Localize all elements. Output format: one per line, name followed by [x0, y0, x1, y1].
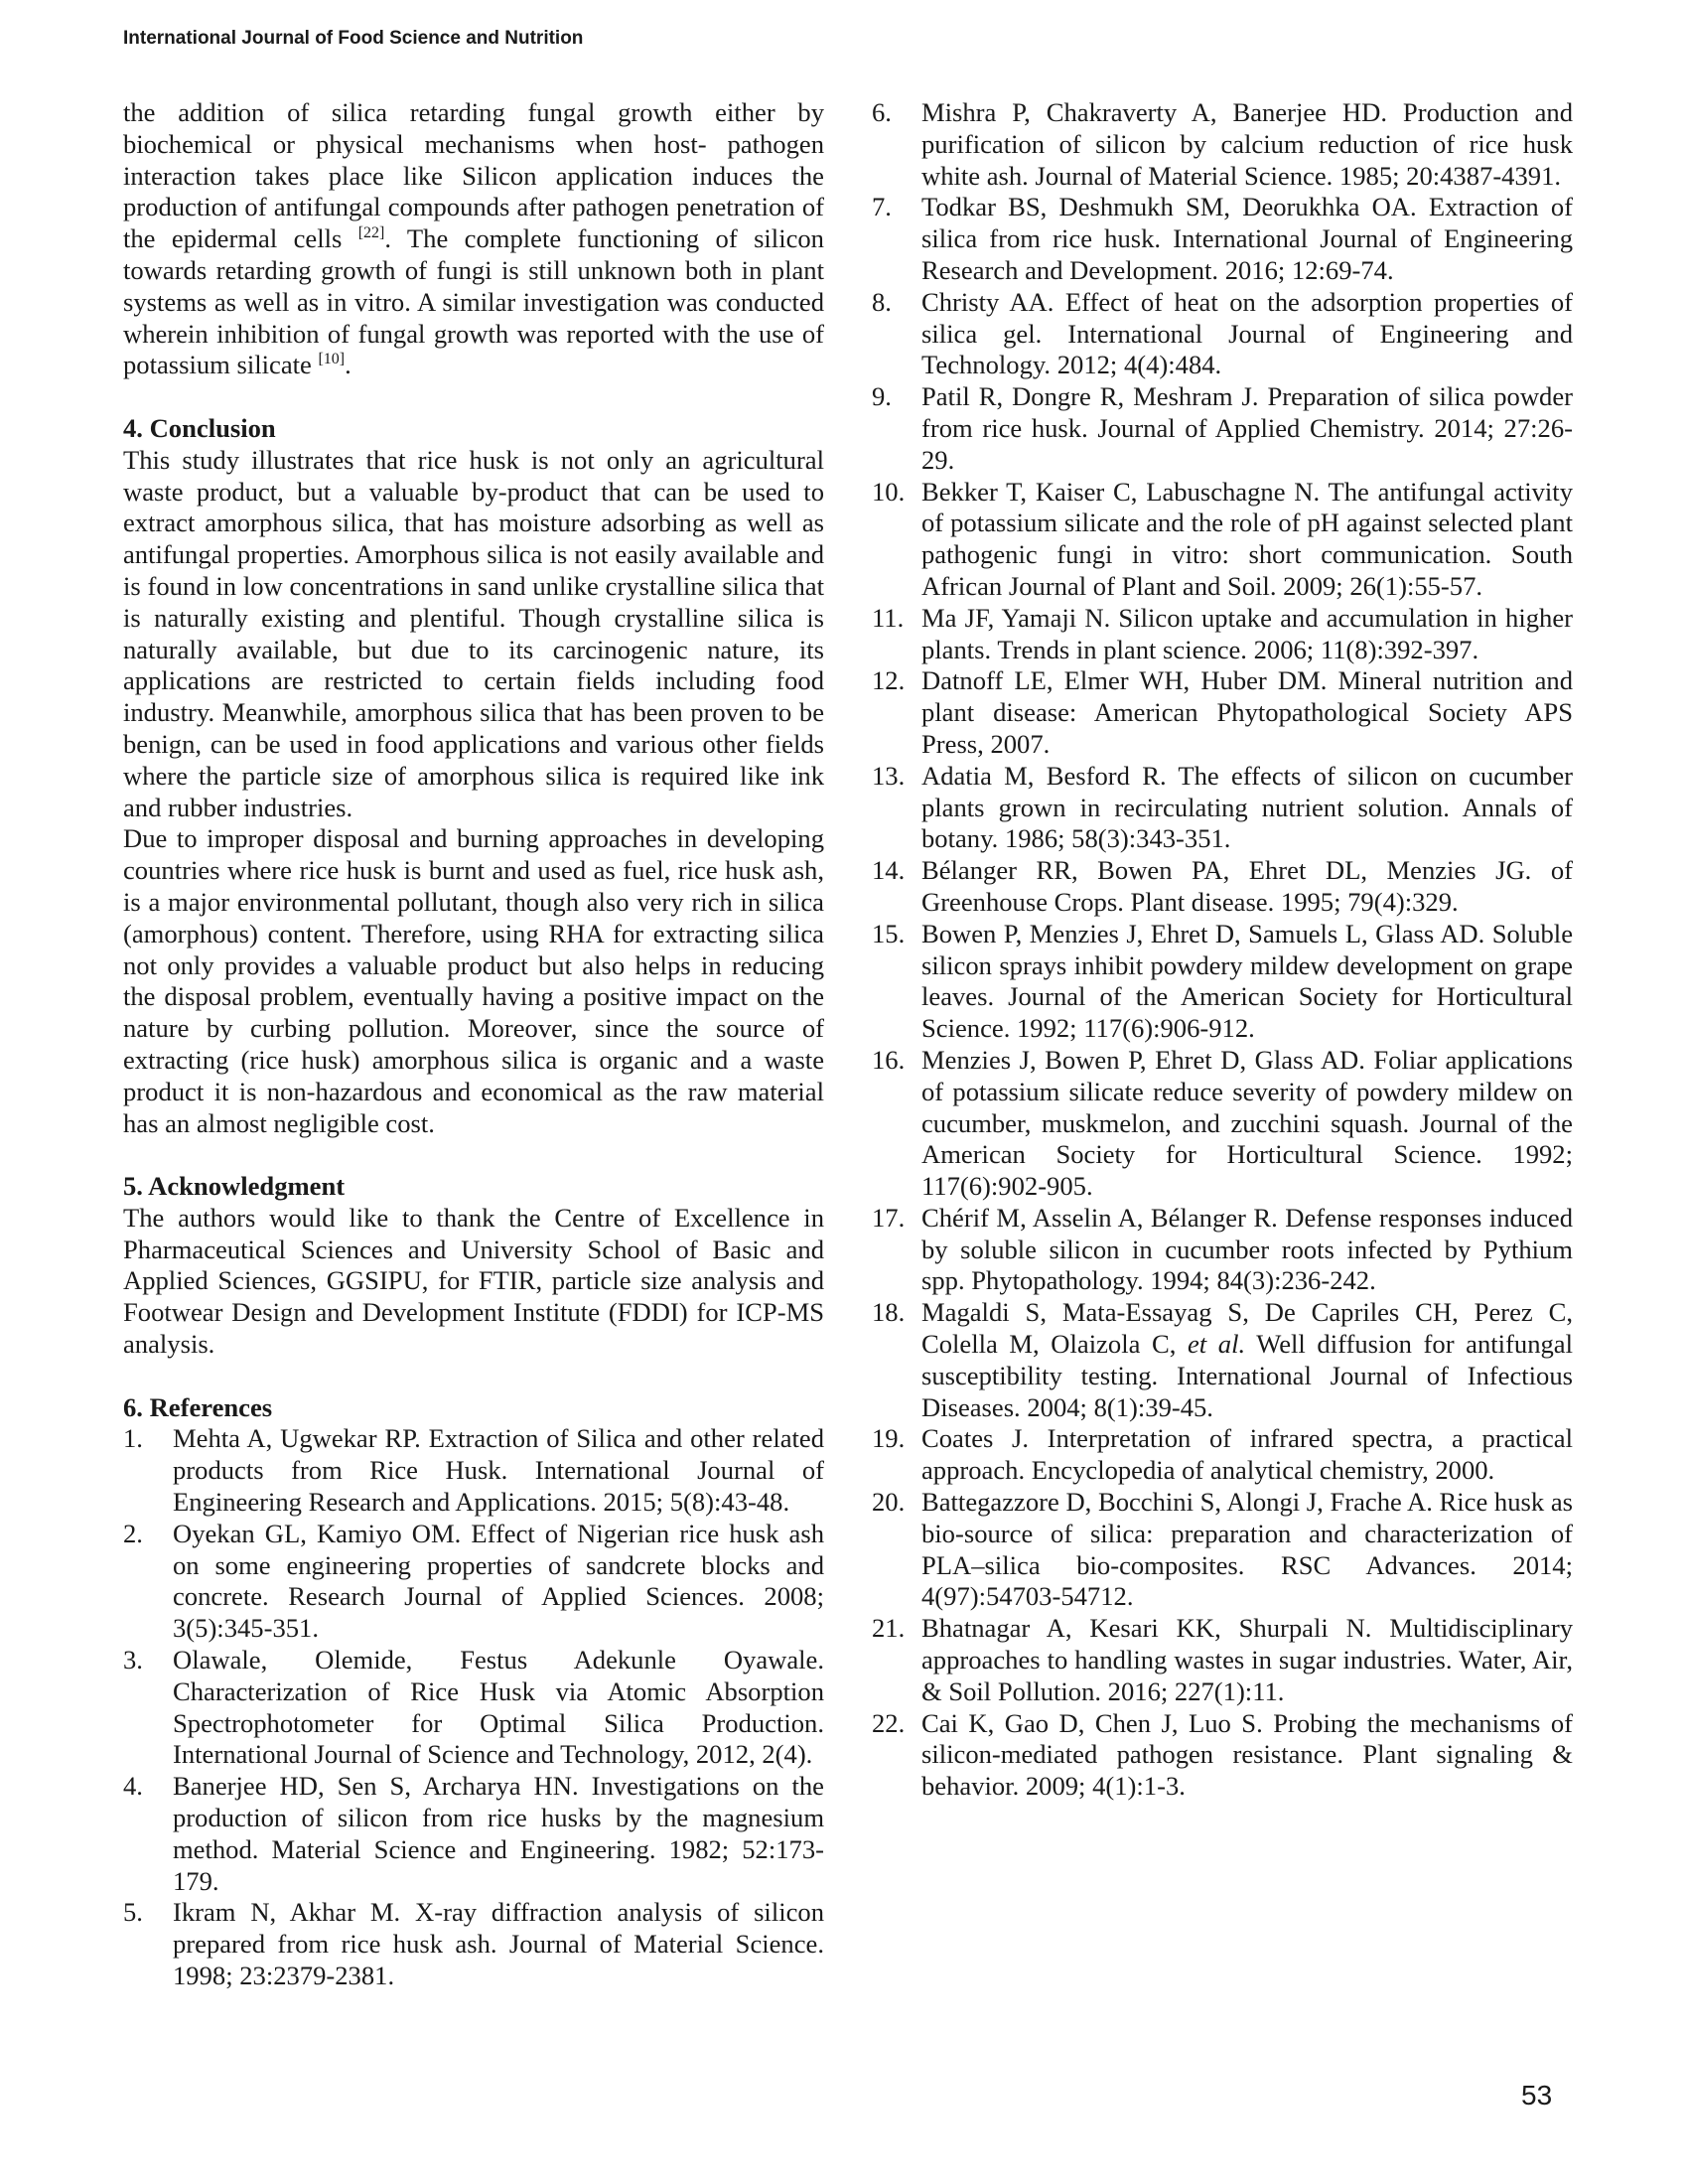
reference-item: 12. Datnoff LE, Elmer WH, Huber DM. Mineral nutrition and plant disease: American Phytopathological Society APS Press, 2007.	[872, 665, 1573, 759]
reference-item: 11. Ma JF, Yamaji N. Silicon uptake and accumulation in higher plants. Trends in plant science. 2006; 11(8):392-397.	[872, 602, 1573, 664]
conclusion-paragraph-2: Due to improper disposal and burning approaches in developing countries where rice husk is burnt and used as fuel, rice husk ash, is a major environmental pollutant, though also very rich in silica (amorphous) content. Therefore, using RHA for extracting silica not only provides a valuable product but also helps in reducing the disposal problem, eventually having a positive impact on the nature by curbing pollution. Moreover, since the source of extracting (rice husk) amorphous silica is organic and a waste product it is non-hazardous and economical as the raw material has an almost negligible cost.	[123, 823, 824, 1138]
left-column	[123, 97, 824, 1992]
reference-item: 6. Mishra P, Chakraverty A, Banerjee HD. Production and purification of silicon by calcium reduction of rice husk white ash. Journal of Material Science. 1985; 20:4387-4391.	[872, 97, 1573, 191]
page-number: 53	[1521, 2080, 1553, 2111]
conclusion-heading: 4. Conclusion	[123, 412, 276, 443]
references-heading: 6. References	[123, 1391, 273, 1422]
reference-item: 9. Patil R, Dongre R, Meshram J. Preparation of silica powder from rice husk. Journal of Applied Chemistry. 2014; 27:26-29.	[872, 381, 1573, 475]
reference-item: 21. Bhatnagar A, Kesari KK, Shurpali N. Multidisciplinary approaches to handling wastes in sugar industries. Water, Air, & Soil Pollution. 2016; 227(1):11.	[872, 1613, 1573, 1706]
reference-list-left	[123, 1423, 824, 1991]
reference-item: 15. Bowen P, Menzies J, Ehret D, Samuels L, Glass AD. Soluble silicon sprays inhibit powdery mildew development on grape leaves. Journal of the American Society for Horticultural Science. 1992; 117(6):906-912.	[872, 918, 1573, 1044]
citation-22: [22]	[357, 224, 385, 242]
reference-item: 14. Bélanger RR, Bowen PA, Ehret DL, Menzies JG. of Greenhouse Crops. Plant disease. 1995; 79(4):329.	[872, 855, 1573, 917]
reference-item: 1. Mehta A, Ugwekar RP. Extraction of Silica and other related products from Rice Husk. International Journal of Engineering Research and Applications. 2015; 5(8):43-48.	[123, 1423, 824, 1518]
intro-text-3: .	[345, 350, 351, 380]
reference-item: 19. Coates J. Interpretation of infrared spectra, a practical approach. Encyclopedia of analytical chemistry, 2000.	[872, 1423, 1573, 1486]
right-column	[872, 97, 1573, 1803]
intro-paragraph	[123, 97, 824, 381]
reference-item: 16. Menzies J, Bowen P, Ehret D, Glass AD. Foliar applications of potassium silicate reduce severity of powdery mildew on cucumber, muskmelon, and zucchini squash. Journal of the American Society for Horticultural Science. 1992; 117(6):902-905.	[872, 1044, 1573, 1202]
journal-title: International Journal of Food Science and Nutrition	[123, 28, 584, 49]
citation-10: [10]	[318, 351, 346, 368]
reference-item: 8. Christy AA. Effect of heat on the adsorption properties of silica gel. International Journal of Engineering and Technology. 2012; 4(4):484.	[872, 286, 1573, 380]
reference-item: 7. Todkar BS, Deshmukh SM, Deorukhka OA. Extraction of silica from rice husk. International Journal of Engineering Research and Development. 2016; 12:69-74.	[872, 192, 1573, 285]
reference-item: 13. Adatia M, Besford R. The effects of silicon on cucumber plants grown in recirculating nutrient solution. Annals of botany. 1986; 58(3):343-351.	[872, 760, 1573, 854]
intro-text-2: . The complete functioning of silicon towards retarding growth of fungi is still unknown both in plant systems as well as in vitro. A similar investigation was conducted wherein inhibition of fungal growth was reported with the use of potassium silicate	[123, 223, 824, 380]
conclusion-paragraph-1: This study illustrates that rice husk is not only an agricultural waste product, but a valuable by-product that can be used to extract amorphous silica, that has moisture adsorbing as well as antifungal properties. Amorphous silica is not easily available and is found in low concentrations in sand unlike crystalline silica that is naturally existing and plentiful. Though crystalline silica is naturally available, but due to its carcinogenic nature, its applications are restricted to certain fields including food industry. Meanwhile, amorphous silica that has been proven to be benign, can be used in food applications and various other fields where the particle size of amorphous silica is required like ink and rubber industries.	[123, 444, 824, 822]
reference-item: 3. Olawale, Olemide, Festus Adekunle Oyawale. Characterization of Rice Husk via Atomic Absorption Spectrophotometer for Optimal Silica Production. International Journal of Science and Technology, 2012, 2(4).	[123, 1645, 824, 1770]
reference-item: 22. Cai K, Gao D, Chen J, Luo S. Probing the mechanisms of silicon-mediated pathogen resistance. Plant signaling & behavior. 2009; 4(1):1-3.	[872, 1707, 1573, 1802]
intro-text-1: the addition of silica retarding fungal growth either by biochemical or physical mechanisms when host- pathogen interaction takes place like Silicon application induces the production of antifungal compounds after pathogen penetration of the epidermal cells	[123, 97, 824, 254]
reference-item: 17. Chérif M, Asselin A, Bélanger R. Defense responses induced by soluble silicon in cucumber roots infected by Pythium spp. Phytopathology. 1994; 84(3):236-242.	[872, 1202, 1573, 1296]
reference-item: 5. Ikram N, Akhar M. X-ray diffraction analysis of silicon prepared from rice husk ash. Journal of Material Science. 1998; 23:2379-2381.	[123, 1897, 824, 1991]
reference-item: 10. Bekker T, Kaiser C, Labuschagne N. The antifungal activity of potassium silicate and the role of pH against selected plant pathogenic fungi in vitro: short communication. South African Journal of Plant and Soil. 2009; 26(1):55-57.	[872, 476, 1573, 601]
reference-list-right	[872, 97, 1573, 1803]
reference-item: 2. Oyekan GL, Kamiyo OM. Effect of Nigerian rice husk ash on some engineering properties of sandcrete blocks and concrete. Research Journal of Applied Sciences. 2008; 3(5):345-351.	[123, 1518, 824, 1644]
reference-item: 18. Magaldi S, Mata-Essayag S, De Capriles CH, Perez C, Colella M, Olaizola C, et al. Well diffusion for antifungal susceptibility testing. International Journal of Infectious Diseases. 2004; 8(1):39-45.	[872, 1297, 1573, 1422]
acknowledgment-heading: 5. Acknowledgment	[123, 1171, 346, 1202]
acknowledgment-paragraph: The authors would like to thank the Centre of Excellence in Pharmaceutical Sciences and University School of Basic and Applied Sciences, GGSIPU, for FTIR, particle size analysis and Footwear Design and Development Institute (FDDI) for ICP-MS analysis.	[123, 1202, 824, 1360]
reference-item: 20. Battegazzore D, Bocchini S, Alongi J, Frache A. Rice husk as bio-source of silica: preparation and characterization of PLA–silica bio-composites. RSC Advances. 2014; 4(97):54703-54712.	[872, 1487, 1573, 1612]
reference-item: 4. Banerjee HD, Sen S, Archarya HN. Investigations on the production of silicon from rice husks by the magnesium method. Material Science and Engineering. 1982; 52:173-179.	[123, 1771, 824, 1896]
